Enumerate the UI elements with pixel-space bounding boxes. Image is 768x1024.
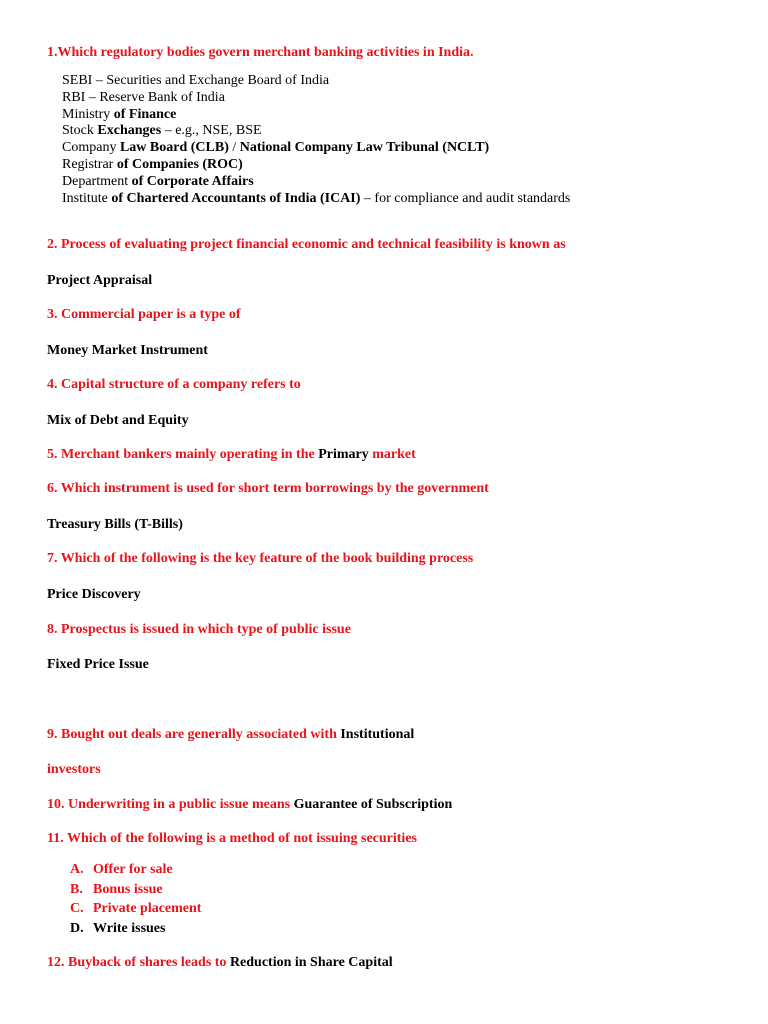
list-item [62,191,570,208]
question-3: 3. Commercial paper is a type of [47,307,241,322]
list-item-text: Ministry [62,106,114,122]
option-letter: D. [70,920,84,936]
question-5-tail: market [368,447,416,462]
option-c [70,899,201,919]
question-12-text: 12. Buyback of shares leads to [47,955,230,970]
question-8: 8. Prospectus is issued in which type of public issue [47,622,351,637]
answer-7: Price Discovery [47,587,141,602]
option-text: Bonus issue [93,881,163,897]
question-7: 7. Which of the following is the key feature of the book building process [47,551,474,566]
option-letter: A. [70,862,84,877]
answer-8: Fixed Price Issue [47,657,149,672]
option-text: Offer for sale [93,862,173,877]
list-item-text: SEBI – Securities and Exchange Board of India [62,73,330,88]
question-9-continuation: investors [47,762,101,777]
option-b [70,880,201,900]
list-item [62,140,570,157]
list-item [62,123,570,140]
question-2: 2. Process of evaluating project financial economic and technical feasibility is known as [47,237,566,252]
list-item [62,107,570,124]
list-item-text: RBI – Reserve Bank of India [62,89,225,105]
answer-5: Primary [318,447,369,462]
question-11: 11. Which of the following is a method of not issuing securities [47,831,417,846]
options-list [70,860,201,938]
list-item-bold: of Companies (ROC) [116,156,243,172]
answer-9: Institutional [340,727,415,742]
question-10-text: 10. Underwriting in a public issue means [47,797,294,812]
list-item-bold: of Chartered Accountants of India (ICAI) [111,190,361,206]
question-9-text: 9. Bought out deals are generally associated with [47,727,341,742]
question-4: 4. Capital structure of a company refers to [47,377,301,392]
question-5 [47,448,416,462]
list-item-tail: – e.g., NSE, BSE [161,123,262,139]
option-letter: C. [70,901,84,916]
list-item [62,157,570,174]
question-10 [47,798,452,812]
answer-3: Money Market Instrument [47,343,208,358]
question-9 [47,728,414,742]
option-text: Write issues [93,920,166,936]
list-item-bold: Exchanges [97,123,162,139]
question-6: 6. Which instrument is used for short term borrowings by the government [47,481,489,496]
list-item-text: Stock [62,123,98,139]
list-item-text: Company [62,140,120,156]
regulatory-bodies-list [62,73,570,207]
answer-12: Reduction in Share Capital [229,955,393,970]
list-item-tail: / [228,140,240,156]
list-item [62,174,570,191]
list-item-text: Registrar [62,156,117,172]
list-item-tail: – for compliance and audit standards [360,190,571,206]
option-d [70,919,201,939]
list-item [62,90,570,107]
list-item-bold: National Company Law Tribunal (NCLT) [239,140,490,156]
option-text: Private placement [93,901,202,916]
question-5-text: 5. Merchant bankers mainly operating in the [47,447,319,462]
answer-6: Treasury Bills (T-Bills) [47,517,183,532]
option-letter: B. [70,881,83,897]
question-12 [47,956,393,970]
list-item-text: Institute [62,190,112,206]
answer-2: Project Appraisal [47,273,153,288]
question-1: 1.Which regulatory bodies govern merchant banking activities in India. [47,45,474,60]
option-a [70,860,201,880]
list-item-bold: Law Board (CLB) [119,140,229,156]
list-item-bold: of Finance [113,106,177,122]
answer-4: Mix of Debt and Equity [47,413,189,428]
list-item [62,73,570,90]
list-item-text: Department [62,173,132,189]
list-item-bold: of Corporate Affairs [131,173,254,189]
answer-10: Guarantee of Subscription [293,797,453,812]
